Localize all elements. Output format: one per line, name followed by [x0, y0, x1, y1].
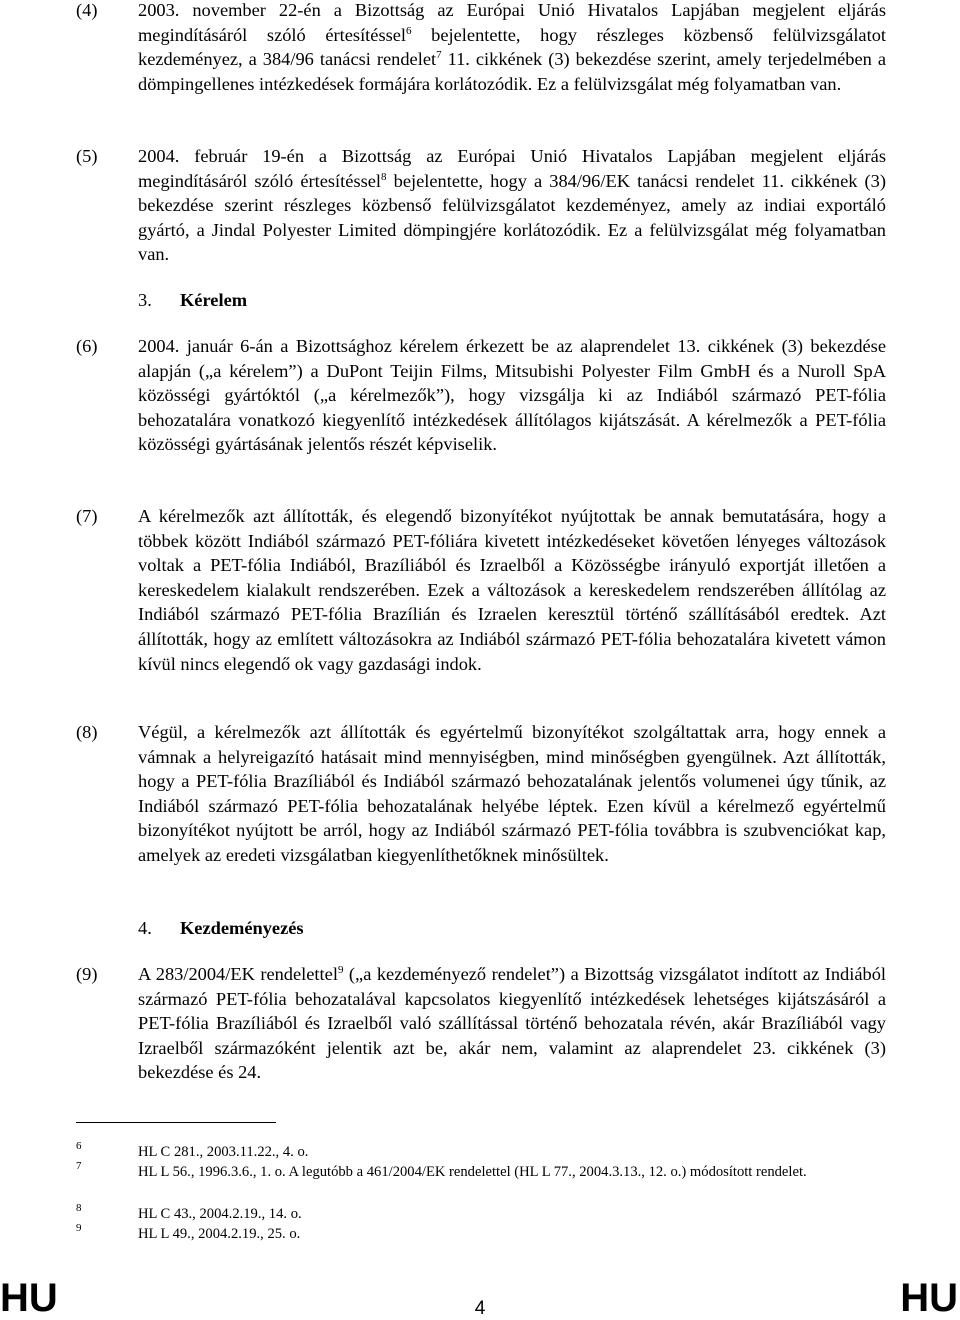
text-segment: bejelentette, hogy részleges közbenső felülvizsgálatot kezdeményez, a 384/96 tanácsi rendelet — [138, 24, 886, 70]
paragraph-number: (4) — [76, 0, 98, 20]
footnote-text: HL C 281., 2003.11.22., 4. o. — [138, 1144, 309, 1160]
footnote-text: HL L 56., 1996.3.6., 1. o. A legutóbb a 461/2004/EK rendelettel (HL L 77., 2004.3.13., 12. o.) módosított rendelet. — [138, 1164, 807, 1180]
paragraph-6 — [76, 334, 886, 457]
footnote-9 — [76, 1222, 886, 1243]
paragraph-5 — [76, 144, 886, 267]
paragraph-number: (7) — [76, 506, 98, 526]
section-heading-3 — [138, 288, 247, 312]
paragraph-number: (5) — [76, 146, 98, 166]
language-code-left: HU — [0, 1276, 58, 1320]
section-title: Kezdeményezés — [180, 918, 304, 938]
footnote-number: 6 — [76, 1140, 82, 1152]
paragraph-8 — [76, 720, 886, 868]
section-title: Kérelem — [180, 290, 248, 310]
footnote-6 — [76, 1140, 886, 1161]
section-number: 4. — [138, 918, 152, 938]
footnote-ref-9[interactable]: 9 — [337, 964, 344, 976]
footnote-8 — [76, 1202, 886, 1223]
footnote-text: HL L 49., 2004.2.19., 25. o. — [138, 1226, 301, 1242]
paragraph-number: (9) — [76, 964, 98, 984]
paragraph-9 — [76, 962, 886, 1085]
language-code-right: HU — [900, 1276, 958, 1320]
paragraph-text — [138, 334, 886, 457]
text-segment: 2003. november 22-én a Bizottság az Európai Unió Hivatalos Lapjában megjelent eljárás megindításáról szóló értesítéssel — [138, 0, 886, 45]
footnote-number: 8 — [76, 1202, 82, 1214]
page-number: 4 — [474, 1298, 486, 1319]
footnote-number: 9 — [76, 1222, 82, 1234]
paragraph-text — [138, 144, 886, 267]
text-segment: 2004. február 19-én a Bizottság az Európai Unió Hivatalos Lapjában megjelent eljárás megindításáról szóló értesítéssel — [138, 146, 886, 191]
paragraph-text — [138, 962, 886, 1085]
paragraph-text — [138, 720, 886, 868]
text-segment: A kérelmezők azt állították, és elegendő bizonyítékot nyújtottak be annak bemutatására, hogy a többek között Indiából származó PET-fóliára kivetett intézkedéseket követően lényeges változások voltak a PET-fólia Indiából, Brazíliából és Izraelből a Közösségbe irányuló exportját illetően a kereskedelem kialakult rendszerében. Ezek a változások a kereskedelem rendszerében állítólag az Indiából származó PET-fólia Brazílián és Izraelen keresztül történő szállításából eredtek. Azt állították, hogy az említett változásokra az Indiából származó PET-fólia behozatalára kivetett vámon kívül nincs elegendő ok vagy gazdasági indok. — [138, 506, 886, 674]
paragraph-4 — [76, 0, 886, 96]
paragraph-7 — [76, 504, 886, 676]
footnote-ref-8[interactable]: 8 — [381, 170, 387, 183]
footnote-7 — [76, 1160, 886, 1181]
footnote-divider — [76, 1122, 276, 1123]
text-segment: 11. cikkének (3) bekezdése szerint, amely terjedelmében a dömpingellenes intézkedések formájára korlátozódik. Ez a felülvizsgálat még folyamatban van. — [138, 49, 886, 94]
paragraph-number: (6) — [76, 336, 98, 356]
text-segment: Végül, a kérelmezők azt állították és egyértelmű bizonyítékot szolgáltattak arra, hogy ennek a vámnak a helyreigazító hatásait mind mennyiségben, mind minőségben gyengülnek. Azt állították, hogy a PET-fólia Brazíliából és Indiából származó behozatalának jelentős volumenei úgy tűnik, az Indiából származó PET-fólia behozatalának helyébe léptek. Ezen kívül a kérelmező egyértelmű bizonyítékot nyújtott be arról, hogy az Indiából származó PET-fólia továbbra is szubvenciókat kap, amelyek az eredeti vizsgálatban kiegyenlíthetőknek minősültek. — [138, 722, 886, 865]
section-heading-4 — [138, 916, 304, 940]
section-number: 3. — [138, 290, 152, 310]
footnote-text: HL C 43., 2004.2.19., 14. o. — [138, 1206, 302, 1222]
paragraph-text — [138, 504, 886, 676]
paragraph-text — [138, 0, 886, 96]
text-segment: 2004. január 6-án a Bizottsághoz kérelem érkezett be az alaprendelet 13. cikkének (3) bekezdése alapján („a kérelem”) a DuPont Teijin Films, Mitsubishi Polyester Film GmbH és a Nuroll SpA közösségi gyártóktól („a kérelmezők”), hogy vizsgálja ki az Indiából származó PET-fólia behozatalára vonatkozó kiegyenlítő intézkedések állítólagos kijátszását. A kérelmezők a PET-fólia közösségi gyártásának jelentős részét képviselik. — [138, 336, 886, 455]
text-segment: A 283/2004/EK rendelettel — [138, 964, 338, 984]
footnote-ref-6[interactable]: 6 — [406, 24, 412, 37]
footnote-number: 7 — [76, 1160, 82, 1172]
text-segment: („a kezdeményező rendelet”) a Bizottság vizsgálatot indított az Indiából származó PET-fólia behozatalával kapcsolatos kiegyenlítő intézkedések lehetséges kijátszásáról a PET-fólia Brazíliából és Izraelből való szállítással történő behozatala révén, akár Brazíliából vagy Izraelből származóként jelentik azt be, akár nem, valamint az alaprendelet 23. cikkének (3) bekezdése és 24. — [138, 964, 887, 1083]
text-segment: bejelentette, hogy a 384/96/EK tanácsi rendelet 11. cikkének (3) bekezdése szerint részleges közbenső felülvizsgálatot kezdeményez, amely az indiai exportáló gyártó, a Jindal Polyester Limited dömpingjére korlátozódik. Ez a felülvizsgálat még folyamatban van. — [138, 170, 886, 265]
paragraph-number: (8) — [76, 722, 98, 742]
footnote-ref-7[interactable]: 7 — [436, 49, 442, 62]
